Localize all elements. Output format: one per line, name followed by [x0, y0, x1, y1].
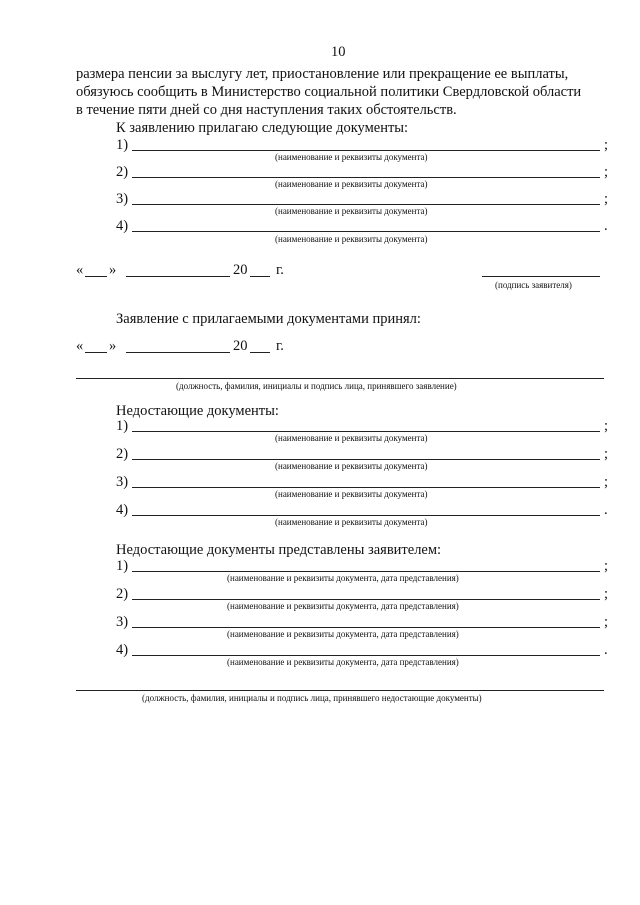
acceptor-signature-field[interactable] [76, 378, 604, 379]
provided-heading: Недостающие документы представлены заявителем: [116, 542, 442, 558]
year-field[interactable] [250, 352, 270, 353]
fill-line[interactable] [132, 150, 600, 151]
month-field[interactable] [126, 352, 230, 353]
attached-heading: К заявлению прилагаю следующие документы: [116, 120, 409, 136]
field-caption: (наименование и реквизиты документа) [275, 206, 428, 216]
item-number: 4) [116, 642, 129, 658]
fill-line[interactable] [132, 459, 600, 460]
fill-line[interactable] [132, 515, 600, 516]
final-caption: (должность, фамилия, инициалы и подпись лица, принявшего недостающие документы) [142, 693, 482, 703]
date-quote-open: « [76, 338, 84, 354]
item-number: 2) [116, 164, 129, 180]
accepted-heading: Заявление с прилагаемыми документами принял: [116, 311, 421, 327]
page-number: 10 [331, 44, 346, 60]
fill-line[interactable] [132, 627, 600, 628]
item-number: 3) [116, 614, 129, 630]
item-number: 3) [116, 191, 129, 207]
fill-line[interactable] [132, 231, 600, 232]
item-terminator: ; [604, 418, 609, 434]
item-terminator: ; [604, 137, 609, 153]
year-suffix: г. [276, 338, 284, 354]
field-caption: (наименование и реквизиты документа) [275, 517, 428, 527]
acceptor-caption: (должность, фамилия, инициалы и подпись лица, принявшего заявление) [176, 381, 457, 391]
year-prefix: 20 [233, 262, 248, 278]
field-caption: (наименование и реквизиты документа, дата представления) [227, 601, 459, 611]
field-caption: (наименование и реквизиты документа, дата представления) [227, 629, 459, 639]
intro-line-2: обязуюсь сообщить в Министерство социальной политики Свердловской области [76, 84, 582, 100]
item-number: 1) [116, 137, 129, 153]
day-field[interactable] [85, 276, 107, 277]
month-field[interactable] [126, 276, 230, 277]
item-terminator: ; [604, 586, 609, 602]
item-number: 2) [116, 586, 129, 602]
field-caption: (наименование и реквизиты документа, дата представления) [227, 573, 459, 583]
fill-line[interactable] [132, 204, 600, 205]
day-field[interactable] [85, 352, 107, 353]
final-signature-field[interactable] [76, 690, 604, 691]
year-suffix: г. [276, 262, 284, 278]
year-field[interactable] [250, 276, 270, 277]
item-terminator: ; [604, 446, 609, 462]
intro-line-1: размера пенсии за выслугу лет, приостановление или прекращение ее выплаты, [76, 66, 569, 82]
field-caption: (наименование и реквизиты документа) [275, 433, 428, 443]
item-terminator: . [604, 502, 608, 518]
item-number: 1) [116, 418, 129, 434]
item-terminator: ; [604, 191, 609, 207]
fill-line[interactable] [132, 599, 600, 600]
fill-line[interactable] [132, 487, 600, 488]
missing-heading: Недостающие документы: [116, 403, 279, 419]
fill-line[interactable] [132, 177, 600, 178]
fill-line[interactable] [132, 571, 600, 572]
field-caption: (наименование и реквизиты документа) [275, 234, 428, 244]
item-terminator: ; [604, 474, 609, 490]
item-terminator: ; [604, 614, 609, 630]
item-number: 4) [116, 218, 129, 234]
field-caption: (наименование и реквизиты документа) [275, 461, 428, 471]
item-terminator: . [604, 642, 608, 658]
item-terminator: ; [604, 164, 609, 180]
field-caption: (наименование и реквизиты документа, дата представления) [227, 657, 459, 667]
date-quote-close: » [109, 262, 117, 278]
item-terminator: ; [604, 558, 609, 574]
item-number: 2) [116, 446, 129, 462]
intro-line-3: в течение пяти дней со дня наступления таких обстоятельств. [76, 102, 457, 118]
signature-caption: (подпись заявителя) [495, 280, 572, 290]
field-caption: (наименование и реквизиты документа) [275, 489, 428, 499]
applicant-signature-field[interactable] [482, 276, 600, 277]
item-number: 1) [116, 558, 129, 574]
fill-line[interactable] [132, 655, 600, 656]
fill-line[interactable] [132, 431, 600, 432]
year-prefix: 20 [233, 338, 248, 354]
item-number: 3) [116, 474, 129, 490]
date-quote-open: « [76, 262, 84, 278]
field-caption: (наименование и реквизиты документа) [275, 179, 428, 189]
item-terminator: . [604, 218, 608, 234]
item-number: 4) [116, 502, 129, 518]
date-quote-close: » [109, 338, 117, 354]
field-caption: (наименование и реквизиты документа) [275, 152, 428, 162]
